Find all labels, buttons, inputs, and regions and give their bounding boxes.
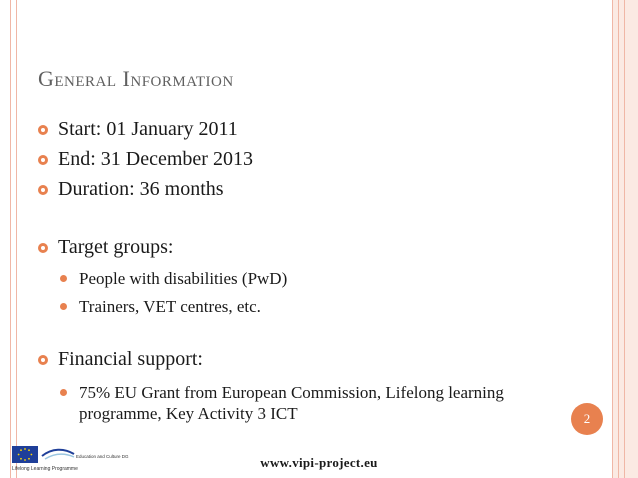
sub-bullet-icon (60, 275, 67, 282)
left-border-line (16, 0, 17, 478)
bullet-icon (38, 185, 48, 195)
sub-bullet-text: People with disabilities (PwD) (79, 269, 288, 288)
sub-bullet-icon (60, 303, 67, 310)
bullet-item-financial-support (36, 348, 203, 371)
page-number-badge (571, 403, 603, 435)
bullet-text: End: 31 December 2013 (58, 148, 253, 170)
right-border-line (618, 0, 619, 478)
bullet-icon (38, 243, 48, 253)
slide-title: General Information (38, 66, 234, 91)
bullet-item-start (36, 118, 238, 141)
sub-bullet-item (60, 296, 261, 317)
bullet-item-duration (36, 178, 224, 201)
svg-text:Education and Culture DG: Education and Culture DG (76, 454, 129, 459)
page-number: 2 (583, 411, 591, 426)
right-border-line (612, 0, 613, 478)
bullet-text: Duration: 36 months (58, 178, 224, 200)
bullet-icon (38, 155, 48, 165)
sub-bullet-text: Trainers, VET centres, etc. (79, 297, 261, 316)
right-border-line (624, 0, 625, 478)
svg-text:Lifelong Learning Programme: Lifelong Learning Programme (12, 466, 78, 472)
sub-bullet-item (60, 382, 549, 424)
bullet-item-end (36, 148, 253, 171)
bullet-item-target-groups (36, 236, 173, 259)
bullet-icon (38, 125, 48, 135)
bullet-icon (38, 355, 48, 365)
footer-url: www.vipi-project.eu (260, 455, 378, 470)
bullet-text: Financial support: (58, 348, 203, 370)
sub-bullet-text: 75% EU Grant from European Commission, Lifelong learning programme, Key Activity 3 ICT (79, 383, 504, 423)
left-border-line (10, 0, 11, 478)
sub-bullet-item (60, 268, 287, 289)
bullet-text: Start: 01 January 2011 (58, 118, 238, 140)
right-border-band (612, 0, 638, 478)
bullet-text: Target groups: (58, 236, 174, 258)
sub-bullet-icon (60, 389, 67, 396)
